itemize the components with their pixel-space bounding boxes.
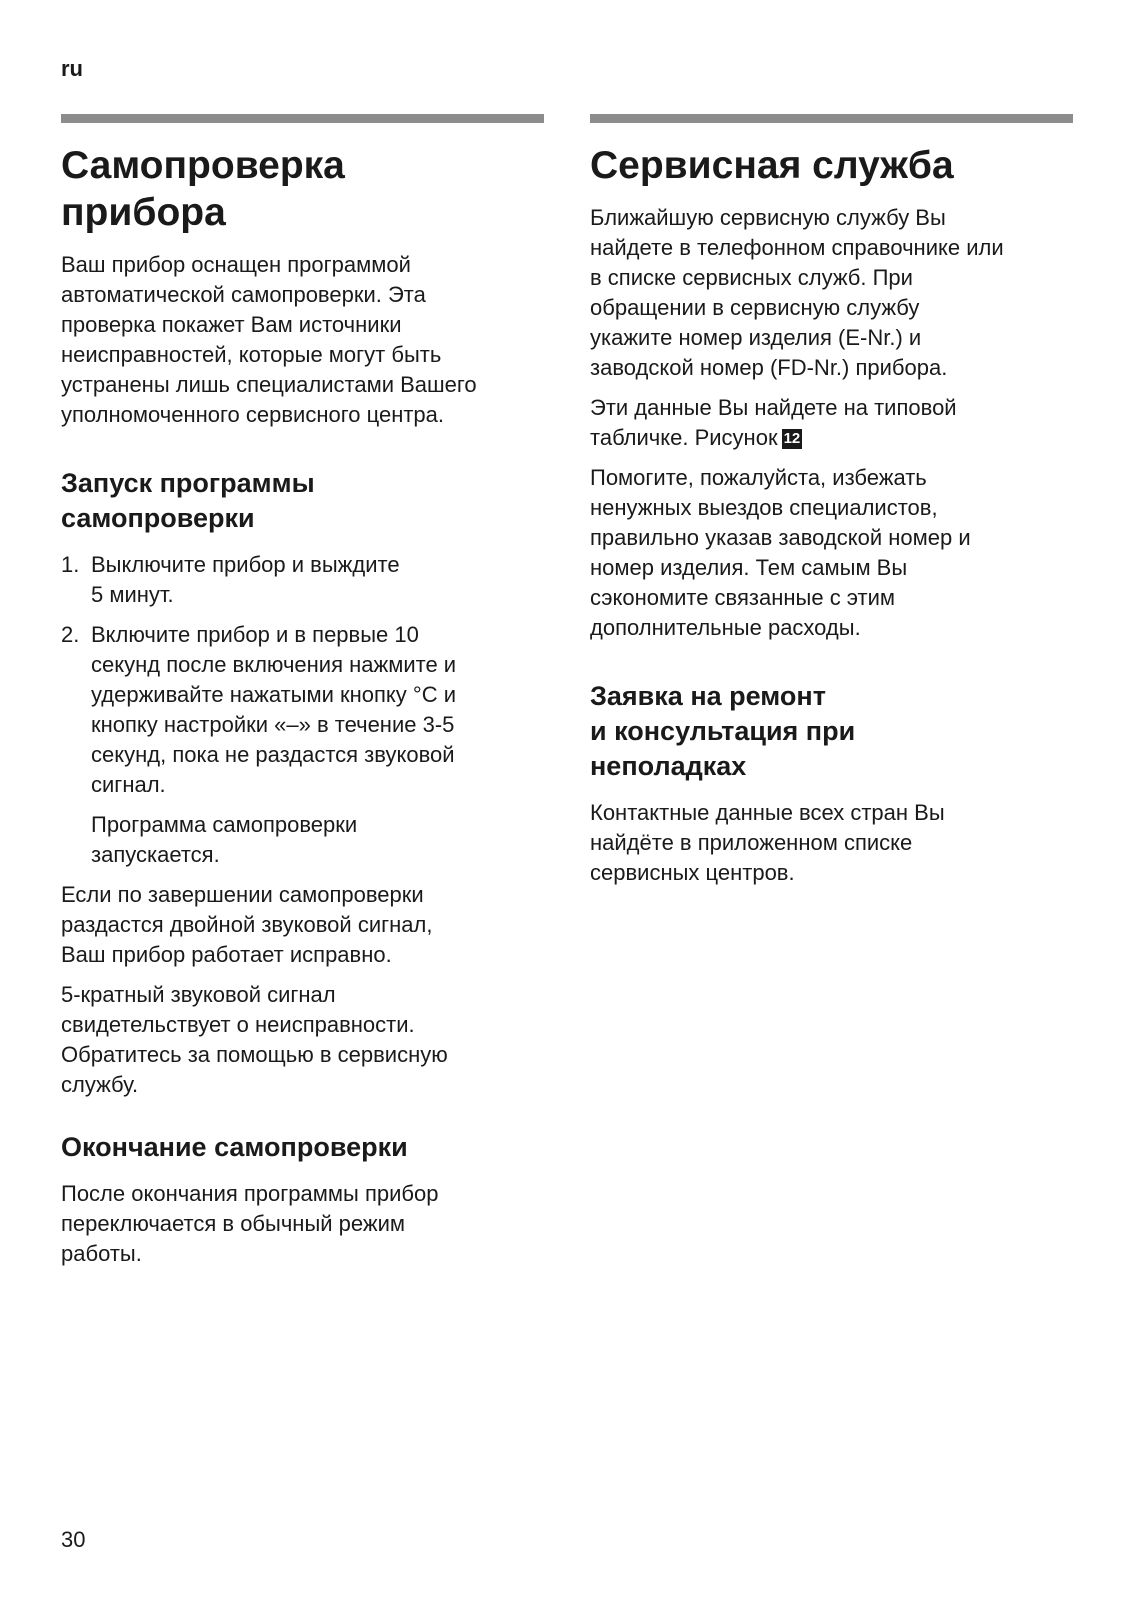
step-item <box>61 620 544 800</box>
spacer <box>61 440 544 466</box>
self-test-intro: Ваш прибор оснащен программой автоматической самопроверки. Эта проверка покажет Вам источники неисправностей, которые могут быть устранены лишь специалистами Вашего уполномоченного сервисного центра. <box>61 252 477 427</box>
service-advice: Помогите, пожалуйста, избежать ненужных выездов специалистов, правильно указав заводской номер и номер изделия. Тем самым Вы сэкономите связанные с этим дополнительные расходы. <box>590 465 971 640</box>
double-beep-note: Если по завершении самопроверки раздастся двойной звуковой сигнал, Ваш прибор работает исправно. <box>61 882 433 967</box>
step-number: 1. <box>61 552 80 577</box>
figure-reference-badge: 12 <box>783 430 801 447</box>
step-number: 2. <box>61 622 80 647</box>
section-divider <box>61 114 544 123</box>
rating-plate-text: Эти данные Вы найдете на типовой табличке. Рисунок <box>590 395 957 450</box>
service-intro: Ближайшую сервисную службу Вы найдете в телефонном справочнике или в списке сервисных служб. При обращении в сервисную службу укажите номер изделия (E-Nr.) и заводской номер (FD-Nr.) прибора. <box>590 205 1004 380</box>
right-column <box>590 114 1073 898</box>
step-text: Выключите прибор и выждите 5 минут. <box>91 552 400 607</box>
service-title: Сервисная служба <box>590 144 954 187</box>
self-test-title: Самопроверка прибора <box>61 144 345 234</box>
spacer <box>590 653 1073 679</box>
step-item <box>61 550 544 610</box>
left-column <box>61 114 544 1279</box>
page-number: 30 <box>61 1527 86 1552</box>
fault-beep-note: 5-кратный звуковой сигнал свидетельствует о неисправности. Обратитесь за помощью в сервисную службу. <box>61 982 448 1097</box>
step-text: Включите прибор и в первые 10 секунд после включения нажмите и удерживайте нажатыми кнопку °C и кнопку настройки «–» в течение 3-5 секунд, пока не раздастся звуковой сигнал. <box>91 622 457 797</box>
language-code: ru <box>61 56 83 81</box>
step-result: Программа самопроверки запускается. <box>91 812 358 867</box>
end-self-test-heading: Окончание самопроверки <box>61 1132 408 1162</box>
section-divider <box>590 114 1073 123</box>
end-self-test-text: После окончания программы прибор переключается в обычный режим работы. <box>61 1181 439 1266</box>
repair-request-heading: Заявка на ремонт и консультация при неполадках <box>590 681 856 781</box>
repair-request-text: Контактные данные всех стран Вы найдёте в приложенном списке сервисных центров. <box>590 800 945 885</box>
start-steps-list <box>61 550 544 800</box>
start-self-test-heading: Запуск программы самопроверки <box>61 468 315 533</box>
rating-plate-note <box>590 393 1073 453</box>
spacer <box>61 1110 544 1130</box>
